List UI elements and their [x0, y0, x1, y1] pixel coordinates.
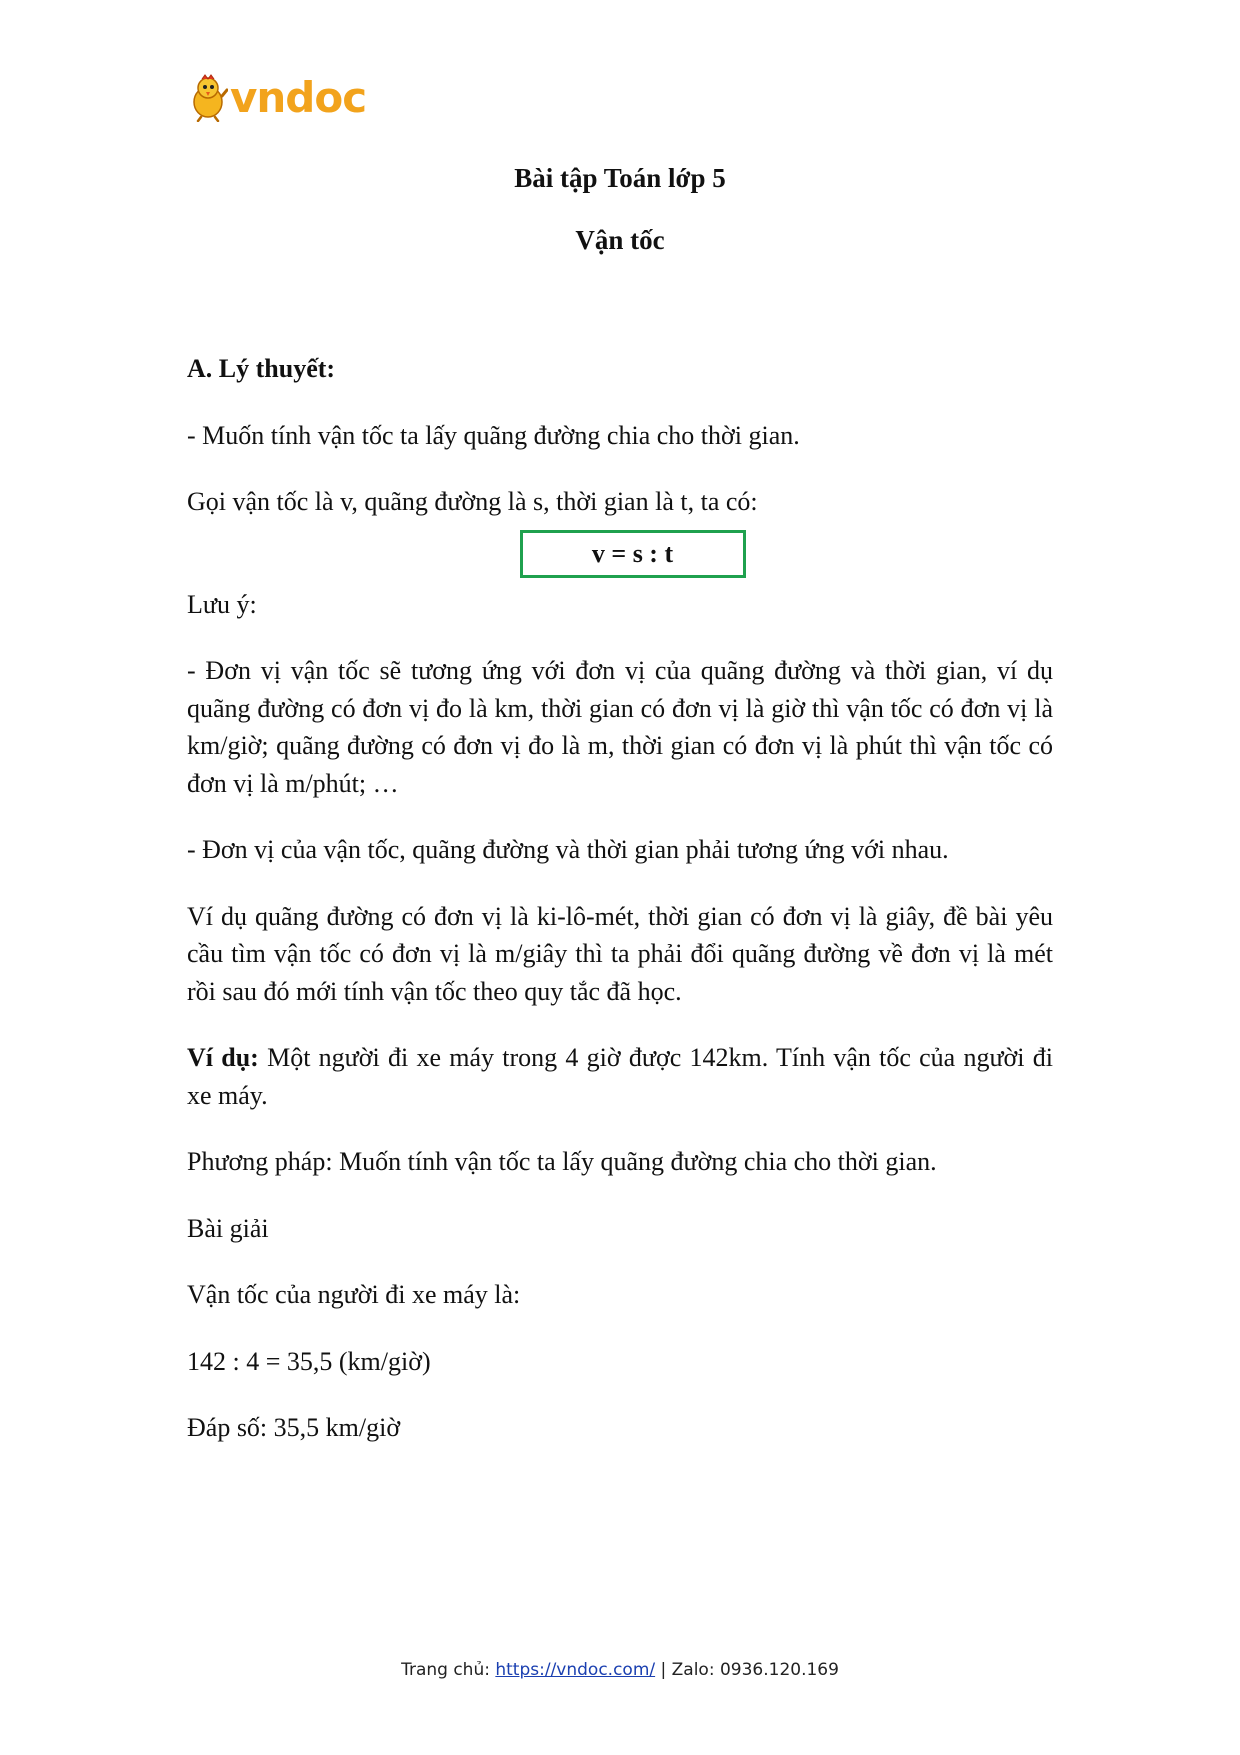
note-paragraph: - Đơn vị vận tốc sẽ tương ứng với đơn vị của quãng đường và thời gian, ví dụ quãng đường có đơn vị đo là km, thời gian có đơn vị là giờ thì vận tốc có đơn vị là km/giờ; quãng đường có đơn vị đo là m, thời gian có đơn vị là phút thì vận tốc có đơn vị là m/phút; …	[187, 656, 1053, 798]
answer: Đáp số: 35,5 km/giờ	[187, 1413, 401, 1442]
page-footer	[0, 1660, 1240, 1680]
note-paragraph: - Đơn vị của vận tốc, quãng đường và thời gian phải tương ứng với nhau.	[187, 835, 949, 864]
document-body	[187, 350, 1053, 1476]
solution-line: Vận tốc của người đi xe máy là:	[187, 1280, 521, 1309]
page-subtitle: Vận tốc	[575, 225, 665, 255]
footer-prefix: Trang chủ:	[401, 1660, 496, 1680]
solution-calculation: 142 : 4 = 35,5 (km/giờ)	[187, 1346, 431, 1376]
example-label: Ví dụ:	[187, 1043, 259, 1072]
example-paragraph	[187, 1039, 1053, 1114]
footer-contact: | Zalo: 0936.120.169	[655, 1660, 839, 1680]
note-paragraph: Ví dụ quãng đường có đơn vị là ki-lô-mét, thời gian có đơn vị là giây, đề bài yêu cầu tìm vận tốc có đơn vị là m/giây thì ta phải đổi quãng đường về đơn vị là mét rồi sau đó mới tính vận tốc theo quy tắc đã học.	[187, 901, 1053, 1006]
chick-mascot-icon	[188, 74, 228, 122]
theory-line: Gọi vận tốc là v, quãng đường là s, thời gian là t, ta có:	[187, 487, 758, 516]
note-label: Lưu ý:	[187, 589, 257, 619]
formula-box: v = s : t	[520, 530, 746, 578]
page-title: Bài tập Toán lớp 5	[514, 163, 726, 193]
theory-line: - Muốn tính vận tốc ta lấy quãng đường chia cho thời gian.	[187, 420, 800, 450]
solution-label: Bài giải	[187, 1213, 269, 1243]
method-paragraph: Phương pháp: Muốn tính vận tốc ta lấy quãng đường chia cho thời gian.	[187, 1147, 937, 1176]
logo-text: vndoc	[230, 73, 367, 122]
formula-container	[187, 530, 1053, 578]
homepage-link[interactable]: https://vndoc.com/	[495, 1660, 656, 1680]
section-heading: A. Lý thuyết:	[187, 354, 336, 383]
example-text: Một người đi xe máy trong 4 giờ được 142km. Tính vận tốc của người đi xe máy.	[187, 1043, 1053, 1110]
vndoc-logo[interactable]	[188, 70, 366, 126]
